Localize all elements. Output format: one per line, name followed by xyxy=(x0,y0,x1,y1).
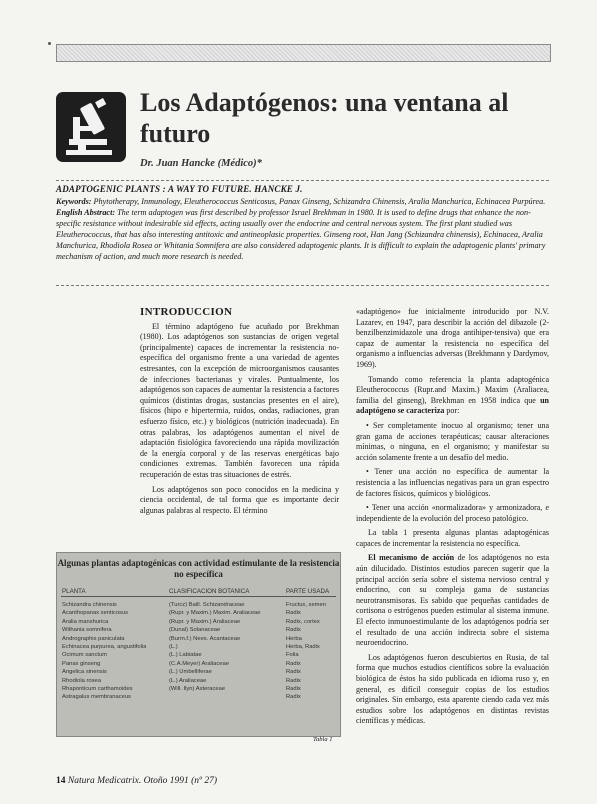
section-heading: INTRODUCCION xyxy=(140,306,233,318)
emphasis: El mecanismo de acción xyxy=(368,553,455,563)
table-cell: Andrographis paniculata xyxy=(62,635,125,642)
table-cell: Acanthopanax senticosus xyxy=(62,610,129,617)
table-cell: Ocimum sanctum xyxy=(62,652,108,659)
journal-citation: Natura Medicatrix. Otoño 1991 (nº 27) xyxy=(65,776,217,786)
keywords xyxy=(56,196,549,207)
table-cell: Herba xyxy=(286,635,302,642)
table-cell: (Burm.f.) Nees. Acantaceae xyxy=(169,635,241,642)
table-cell: Radix xyxy=(286,610,301,617)
table-cell: Radix xyxy=(286,694,301,701)
table-cell: Echinacea purpurea, angustifolia xyxy=(62,643,147,650)
table-cell: (Turcz) Baill. Schizandraceae xyxy=(169,602,245,608)
bullet-item: • Tener una acción «normalizadora» y armonizadora, e independiente de la evolución del proceso patológico. xyxy=(356,503,549,523)
table-cell: Angelica sinensis xyxy=(62,669,107,676)
paragraph xyxy=(356,375,549,417)
table-cell: (Rupr. y Maxim.) Araliaceae xyxy=(169,618,241,625)
table-cell: Aralia manshurica xyxy=(62,618,109,625)
abstract-block xyxy=(56,184,549,262)
bullet-item: • Tener una acción no específica de aumentar la resistencia a las influencias negativas para un gran espectro de factores físicos, químicos y biológicos. xyxy=(356,467,549,498)
english-abstract-label: English Abstract: xyxy=(56,208,116,217)
keywords-label: Keywords: xyxy=(56,197,92,206)
header-band xyxy=(56,44,551,62)
keywords-text: Phytotherapy, Inmunology, Eleutherococcus Senticosus, Panax Ginseng, Schizandra Chinensis, Aralia Manchurica, Echinacea Purpúrea. xyxy=(91,197,546,206)
table-column-parts xyxy=(286,601,326,702)
table-cell: (C.A.Meyer) Araliaceae xyxy=(169,660,229,667)
table-header-planta: PLANTA xyxy=(62,588,86,595)
abstract-heading: ADAPTOGENIC PLANTS : A WAY TO FUTURE. HANCKE J. xyxy=(56,184,303,194)
page-footer xyxy=(56,776,217,786)
edge-mark xyxy=(48,42,51,45)
table-cell: Radix xyxy=(286,677,301,684)
left-column xyxy=(140,307,339,520)
table-cell: (L.) xyxy=(169,643,178,650)
table-cell: Panax ginseng xyxy=(62,660,101,667)
table-cell: (L.) Araliaceae xyxy=(169,677,207,684)
table-cell: Rhaponticum carthamoides xyxy=(62,685,133,692)
paragraph-text: de los adaptógenos no esta aún dilucidado. Distintos estudios parecen sugerir que la principal acción sería sobre el sistema nervioso central y endocrino, con su compleja gama de sustancias neurotransmisoras. Es sabido que pequeñas cantidades de cortisona o estrógenos pueden estimular al sistema inmune. El efecto inmunoestimulante de los adaptógenos podría ser el resultado de una acción indirecta sobre el sistema neuroendocrino. xyxy=(356,553,550,648)
article-title: Los Adaptógenos: una ventana al futuro xyxy=(140,88,509,148)
table-cell: (Rupr. y Maxim.) Maxim. Araliaceae xyxy=(169,610,261,617)
table-cell: Herba, Radix xyxy=(286,643,320,650)
table-cell: Radix xyxy=(286,627,301,634)
table-cell: (Dunal) Solanaceae xyxy=(169,627,221,634)
english-abstract xyxy=(56,207,549,262)
paragraph-text: Tomando como referencia la planta adaptogénica Eleutherococcus (Rupr.and Maxim.) Maxim (Araliacea, familia del ginseng), Brekhman en 1958 indica que xyxy=(356,374,549,405)
paragraph-text: por: xyxy=(444,406,460,416)
table-header-clasificacion: CLASIFICACION BOTANICA xyxy=(169,588,250,595)
table-1 xyxy=(56,552,341,737)
table-cell: Radix xyxy=(286,669,301,676)
table-caption: Tabla 1 xyxy=(313,736,333,743)
table-cell: Fructus, semen xyxy=(286,602,326,608)
table-column-plants xyxy=(62,601,146,702)
table-cell: Astragalus membranaceus xyxy=(62,694,131,701)
english-abstract-text: The term adaptogen was first described by professor Israel Brekhman in 1980. It is used to define drugs that enhance the non-specific resistance without indesirable sid effects, acting usually over the endocrine and central nervous system. The first plant studied was Eleutherococcus, that has also interesting antitoxic and antineoplasic properties. Ginseng root, Han Jang (Schizandra chinensis), Echinacea, Aralia Manchurica, Rhodiola Rosea or Whitania Somnifera are also considered adaptogenic plants. It is difficult to explain the adaptogenic plants' primary mechanism of action, and much more research is needed. xyxy=(56,208,546,261)
table-cell: Schizandra chinensis xyxy=(62,602,117,608)
bullet-item: • Ser completamente inocuo al organismo; tener una gran gama de acciones terapéuticas; causar alteraciones mínimas, o ninguna, en el organismo; y manifestar su acción solamente frente a un desafío del medio. xyxy=(356,420,549,462)
table-cell: (Will. Ilyn) Asteraceae xyxy=(169,685,226,692)
divider-bottom xyxy=(56,285,549,286)
right-column xyxy=(356,307,549,731)
table-cell: (L.) Labiatae xyxy=(169,652,202,659)
paragraph: La tabla 1 presenta algunas plantas adaptogénicas capaces de incrementar la resistencia no específica. xyxy=(356,528,549,548)
table-header-rule xyxy=(61,596,336,597)
table-cell: (L.) Umbelliferae xyxy=(169,669,212,676)
microscope-icon xyxy=(56,92,126,162)
table-cell xyxy=(169,693,261,701)
paragraph: Los adaptógenos fueron descubiertos en Rusia, de tal forma que muchos estudios científicos sobre la evaluación biológica de éstos ha sido publicada en idioma ruso y, en general, es difícil conseguir copias de los estudios originales. Sin embargo, esta aparente ciendo cada vez más estudios sobre los adaptógenos en distintas revistas científicas y médicas. xyxy=(356,652,549,726)
paragraph: Los adaptógenos son poco conocidos en la medicina y ciencia occidental, de tal forma que es importante decir algunas palabras al respecto. El término xyxy=(140,484,339,515)
paragraph: El término adaptógeno fue acuñado por Brekhman (1980). Los adaptógenos son sustancias de origen vegetal (principalmente) capaces de incrementar la resistencia no-específica del organismo frente a una variedad de agentes estresantes, con la excepción de microorganismos causantes de infecciones bacterianas y virales. Puntualmente, los adaptógenos son capaces de aumentar la resistencia a factores químicos (distintas drogas, sustancias presentes en el aire), físicos (hipo e hipertermia, ruidos, ondas, radiaciones, gran esfuerzo físico, etc.) y biológicos (nutrición inadecuada). En otras palabras, los adaptógenos aumentan el nivel de adaptación fisiológica favoreciendo una rápida movilización de la energía corporal y de las reservas energéticas bajo condiciones extremas. También favorecen una rápida recuperación de estas tras situaciones de estrés. xyxy=(140,321,339,479)
article-author: Dr. Juan Hancke (Médico)* xyxy=(140,158,262,169)
table-title: Algunas plantas adaptogénicas con actividad estimulante de la resistencia no específica xyxy=(57,558,340,579)
table-cell: Radix xyxy=(286,660,301,667)
table-header-parte: PARTE USADA xyxy=(286,588,330,595)
table-cell: Folia xyxy=(286,652,299,659)
paragraph: «adaptógeno» fue inicialmente introducido por N.V. Lazarev, en 1947, para describir la acción del dibazole (2-benzilbenzimidazole una droga antihiper-tensiva) que era capaz de aumentar la resistencia no específica del organismo a influencias adversas (Brekhmann y Dardymov, 1969). xyxy=(356,307,549,369)
table-cell: Radix xyxy=(286,685,301,692)
table-cell: Rhodiola rosea xyxy=(62,677,101,684)
table-column-botanical xyxy=(169,601,261,702)
divider-top xyxy=(56,180,549,181)
table-cell: Withania somnifera xyxy=(62,627,112,634)
page-number: 14 xyxy=(56,776,66,786)
emphasis: un adaptógeno se caracteriza xyxy=(356,395,549,416)
paragraph xyxy=(356,553,549,648)
table-cell: Radix, cortex xyxy=(286,618,320,625)
